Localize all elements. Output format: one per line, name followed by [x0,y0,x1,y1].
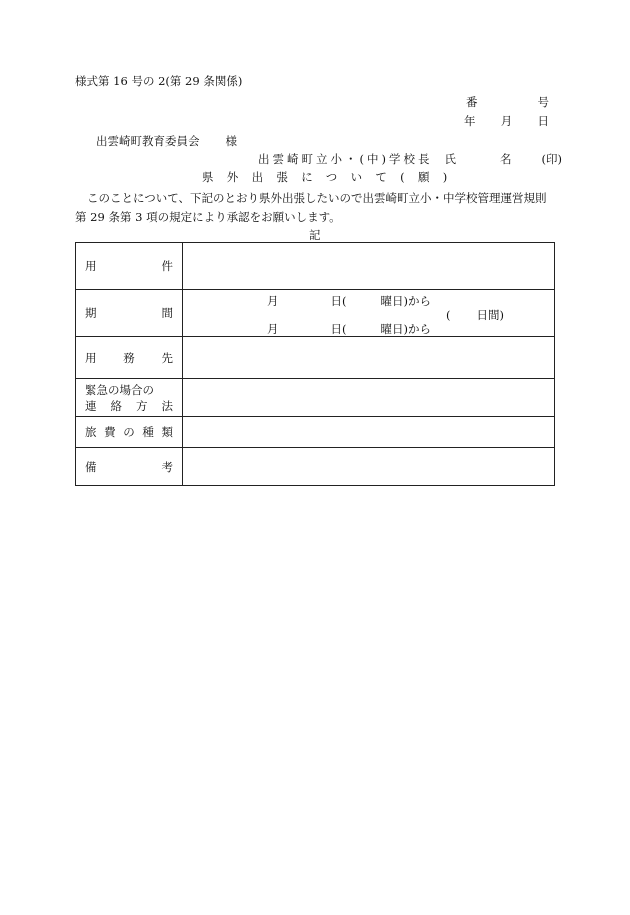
period-days-open: ( [446,308,451,322]
date-day: 日 [537,114,549,128]
sender-line [258,152,562,166]
period-from-day: 日( [330,294,347,308]
label-char: 連 [85,398,97,413]
period-days-line [446,307,504,323]
form-number: 様式第 16 号の 2(第 29 条関係) [75,74,243,88]
field-emergency-contact[interactable] [183,379,555,417]
field-period[interactable] [183,290,555,337]
table-row-emergency [76,379,555,417]
label-char: 用 [85,259,97,273]
date-year: 年 [464,114,476,128]
period-to-day: 日( [330,322,347,336]
field-purpose[interactable] [183,243,555,290]
label-emergency [76,379,183,417]
table-row-destination [76,337,555,379]
label-purpose [76,243,183,290]
addressee-honorific: 様 [225,134,237,148]
emergency-line-1: 緊急の場合の [85,382,154,397]
ki-heading: 記 [309,228,321,242]
field-destination[interactable] [183,337,555,379]
emergency-line-2 [85,398,173,414]
label-char: 先 [161,350,173,365]
period-to-month: 月 [267,322,279,336]
label-char: 法 [161,398,173,413]
addressee [96,134,237,148]
label-char: 類 [161,425,173,439]
label-destination [76,337,183,379]
period-from-weekday: 曜日)から [380,294,431,308]
addressee-name: 出雲崎町教育委員会 [96,134,200,148]
table-row-remarks [76,448,555,486]
label-travel-expense [76,417,183,448]
period-to-line [267,321,431,337]
label-char: 方 [136,398,148,413]
body-line-2: 第 29 条第 3 項の規定により承認をお願いします。 [75,210,341,224]
field-travel-expense[interactable] [183,417,555,448]
table-row-purpose [76,243,555,290]
label-char: の [123,425,135,439]
label-char: 務 [123,350,135,365]
label-char: 期 [85,306,97,320]
label-char: 絡 [110,398,122,413]
label-char: 間 [161,306,173,320]
document-subject: 県外出張について(願) [202,170,461,184]
sender-title: 出雲崎町立小・(中)学校長 [258,152,433,166]
document-number-line [466,95,549,109]
label-char: 旅 [85,425,97,439]
number-suffix: 号 [537,95,549,109]
period-to-weekday: 曜日)から [380,322,431,336]
number-label: 番 [466,95,478,109]
sender-seal: (印) [541,152,562,166]
label-char: 種 [142,425,154,439]
label-char: 用 [85,350,97,365]
table-row-period [76,290,555,337]
label-char: 備 [85,459,97,474]
sender-name-label-1: 氏 [444,152,456,166]
label-remarks [76,448,183,486]
label-char: 件 [161,259,173,273]
period-from-line [267,293,431,309]
application-form-table [75,242,555,486]
sender-name-label-2: 名 [499,152,512,166]
date-month: 月 [500,114,513,128]
label-char: 費 [104,425,116,439]
table-row-travel-expense [76,417,555,448]
body-line-1: このことについて、下記のとおり県外出張したいので出雲崎町立小・中学校管理運営規則 [87,191,547,205]
field-remarks[interactable] [183,448,555,486]
period-days-close: 日間) [476,308,504,322]
date-line [464,114,549,128]
period-from-month: 月 [267,294,279,308]
label-char: 考 [161,459,173,474]
label-period [76,290,183,337]
body-text [75,189,555,227]
